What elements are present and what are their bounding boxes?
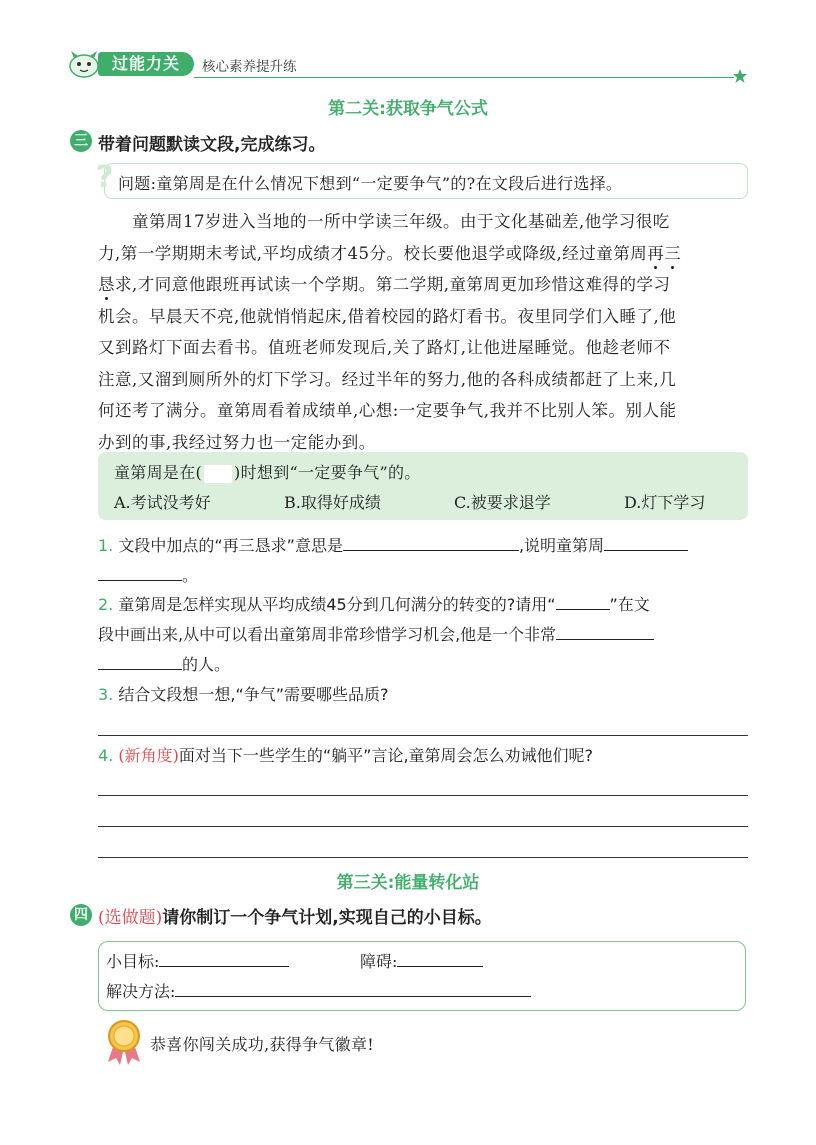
medal-icon — [104, 1018, 144, 1066]
answer-blank[interactable] — [556, 621, 654, 640]
answer-line[interactable] — [98, 795, 748, 796]
section2-instruction: 带着问题默读文段,完成练习。 — [98, 135, 326, 155]
passage-line: 又到路灯下面去看书。值班老师发现后,关了路灯,让他进屋睡觉。他趁老师不 — [98, 338, 671, 357]
choice-option-c[interactable]: C.被要求退学 — [454, 493, 551, 512]
new-angle-tag: (新角度) — [118, 746, 179, 765]
section3-number-badge: 四 — [70, 904, 92, 926]
answer-line[interactable] — [98, 857, 748, 858]
passage-line: 办到的事,我经过努力也一定能办到。 — [98, 432, 376, 452]
choice-option-a[interactable]: A.考试没考好 — [114, 493, 211, 512]
question-2-line3: 的人。 — [98, 650, 230, 680]
question-4: 4. (新角度)面对当下一些学生的“躺平”言论,童第周会怎么劝诫他们呢? — [98, 746, 594, 765]
question-mark-icon: ? — [96, 160, 114, 195]
passage-line: 力,第一学期期末考试,平均成绩才45分。校长要他退学或降级,经过童第周再三 — [98, 243, 682, 263]
choice-option-b[interactable]: B.取得好成绩 — [284, 493, 381, 512]
answer-blank[interactable] — [343, 532, 519, 551]
dotted-char: 恳 — [98, 275, 115, 294]
choice-stem: 童第周是在( )时想到“一定要争气”的。 — [114, 463, 421, 482]
dotted-char: 三 — [664, 243, 682, 263]
answer-slot[interactable] — [204, 465, 232, 483]
passage-line: 机会。早晨天不亮,他就悄悄起床,借着校园的路灯看书。夜里同学们入睡了,他 — [98, 306, 677, 326]
passage-line: 童第周17岁进入当地的一所中学读三年级。由于文化基础差,他学习很吃 — [132, 212, 670, 231]
answer-line[interactable] — [98, 826, 748, 827]
question-2-line2: 段中画出来,从中可以看出童第周非常珍惜学习机会,他是一个非常 — [98, 620, 758, 650]
plan-method: 解决方法: — [106, 978, 531, 1004]
answer-blank[interactable] — [604, 532, 688, 551]
answer-blank[interactable] — [556, 591, 610, 610]
star-icon — [732, 68, 748, 84]
answer-blank[interactable] — [98, 651, 182, 670]
mascot-icon — [66, 48, 102, 80]
answer-blank[interactable] — [159, 948, 289, 967]
section2-number-badge: 三 — [70, 130, 92, 152]
plan-goal: 小目标: — [106, 948, 289, 974]
medal-text: 恭喜你闯关成功,获得争气徽章! — [150, 1035, 375, 1054]
passage-line: 何还考了满分。童第周看着成绩单,心想:一定要争气,我并不比别人笨。别人能 — [98, 401, 677, 420]
section3-title: 第三关:能量转化站 — [336, 873, 480, 893]
dotted-char: 再 — [647, 243, 665, 263]
answer-blank[interactable] — [175, 978, 531, 997]
choice-option-d[interactable]: D.灯下学习 — [624, 493, 706, 512]
passage — [98, 206, 748, 458]
passage-line: 注意,又溜到厕所外的灯下学习。经过半年的努力,他的各科成绩都赶了上来,几 — [98, 369, 677, 389]
header-subtitle: 核心素养提升练 — [202, 59, 297, 75]
question-2: 2. 童第周是怎样实现从平均成绩45分到几何满分的转变的?请用“ ”在文 — [98, 590, 758, 620]
optional-tag: (选做题) — [98, 908, 163, 928]
header-underline — [194, 77, 734, 78]
passage-line: 恳求,才同意他跟班再试读一个学期。第二学期,童第周更加珍惜这难得的学习 — [98, 275, 671, 294]
plan-obstacle: 障碍: — [360, 948, 483, 974]
question-1-cont: 。 — [98, 561, 198, 591]
section2-title: 第二关:获取争气公式 — [328, 99, 488, 119]
question-text: 问题:童第周是在什么情况下想到“一定要争气”的?在文段后进行选择。 — [118, 174, 623, 193]
answer-line[interactable] — [98, 735, 748, 736]
answer-blank[interactable] — [397, 948, 483, 967]
answer-blank[interactable] — [98, 562, 182, 581]
section3-instruction: (选做题)请你制订一个争气计划,实现自己的小目标。 — [98, 908, 492, 928]
header-bar — [62, 48, 752, 80]
question-1: 1. 文段中加点的“再三恳求”意思是 ,说明童第周 — [98, 531, 748, 561]
header-badge: 过能力关 — [98, 52, 194, 76]
question-3: 3. 结合文段想一想,“争气”需要哪些品质? — [98, 685, 389, 704]
